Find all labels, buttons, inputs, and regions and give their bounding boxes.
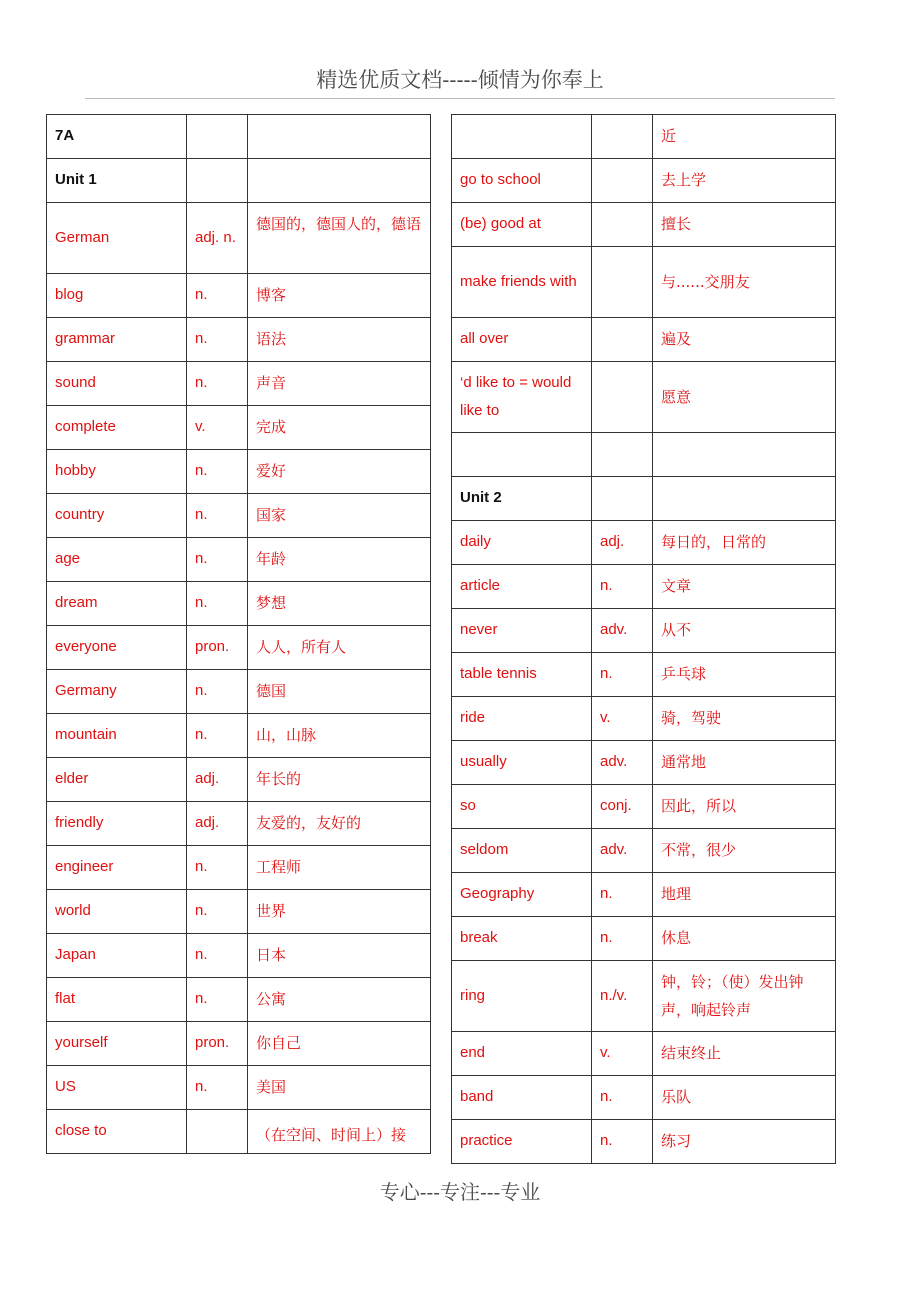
part-of-speech-cell: adj. n. — [187, 203, 248, 274]
vocab-word-cell: end — [452, 1032, 592, 1076]
vocab-table-right-body — [452, 115, 836, 1164]
vocab-word-cell: grammar — [47, 318, 187, 362]
chinese-meaning-cell: 日本 — [248, 934, 431, 978]
left-table-row — [47, 890, 431, 934]
part-of-speech-cell — [592, 203, 653, 247]
right-table-row — [452, 1032, 836, 1076]
left-table-row — [47, 362, 431, 406]
vocab-word-cell: seldom — [452, 829, 592, 873]
vocab-word-cell: band — [452, 1076, 592, 1120]
chinese-meaning-cell: 练习 — [653, 1120, 836, 1164]
chinese-meaning-cell: 擅长 — [653, 203, 836, 247]
part-of-speech-cell: adj. — [187, 802, 248, 846]
chinese-meaning-cell: 德国的，德国人的，德语 — [248, 203, 431, 274]
left-table-row — [47, 274, 431, 318]
chinese-meaning-cell: 近 — [653, 115, 836, 159]
right-table-row — [452, 741, 836, 785]
chinese-meaning-cell: 钟，铃；（使）发出钟声，响起铃声 — [653, 961, 836, 1032]
vocab-word-cell: elder — [47, 758, 187, 802]
part-of-speech-cell: n. — [187, 934, 248, 978]
chinese-meaning-cell — [653, 477, 836, 521]
vocab-word-cell: mountain — [47, 714, 187, 758]
part-of-speech-cell: n. — [187, 890, 248, 934]
part-of-speech-cell: n. — [592, 1076, 653, 1120]
part-of-speech-cell — [592, 433, 653, 477]
right-table-row — [452, 565, 836, 609]
part-of-speech-cell: n. — [187, 538, 248, 582]
page-header-title: 精选优质文档-----倾情为你奉上 — [316, 68, 604, 92]
part-of-speech-cell: v. — [592, 1032, 653, 1076]
vocab-word-cell: table tennis — [452, 653, 592, 697]
chinese-meaning-cell: 休息 — [653, 917, 836, 961]
vocab-word-cell — [452, 115, 592, 159]
part-of-speech-cell: pron. — [187, 1022, 248, 1066]
part-of-speech-cell: n. — [592, 917, 653, 961]
chinese-meaning-cell: 国家 — [248, 494, 431, 538]
chinese-meaning-cell: 你自己 — [248, 1022, 431, 1066]
right-table-row — [452, 697, 836, 741]
part-of-speech-cell: v. — [187, 406, 248, 450]
part-of-speech-cell: n. — [592, 565, 653, 609]
right-table-row — [452, 1120, 836, 1164]
chinese-meaning-cell — [248, 115, 431, 159]
left-table-row — [47, 406, 431, 450]
part-of-speech-cell: conj. — [592, 785, 653, 829]
part-of-speech-cell — [592, 477, 653, 521]
vocab-word-cell: all over — [452, 318, 592, 362]
chinese-meaning-cell: 因此，所以 — [653, 785, 836, 829]
part-of-speech-cell — [187, 159, 248, 203]
left-table-row — [47, 582, 431, 626]
chinese-meaning-cell: 美国 — [248, 1066, 431, 1110]
part-of-speech-cell: v. — [592, 697, 653, 741]
chinese-meaning-cell: 通常地 — [653, 741, 836, 785]
left-table-row — [47, 1022, 431, 1066]
chinese-meaning-cell — [653, 433, 836, 477]
part-of-speech-cell: n. — [187, 978, 248, 1022]
vocab-word-cell: ride — [452, 697, 592, 741]
chinese-meaning-cell: 公寓 — [248, 978, 431, 1022]
vocab-word-cell: Germany — [47, 670, 187, 714]
chinese-meaning-cell: 乒乓球 — [653, 653, 836, 697]
part-of-speech-cell — [592, 318, 653, 362]
vocab-word-cell: dream — [47, 582, 187, 626]
left-table-row — [47, 626, 431, 670]
part-of-speech-cell: adj. — [592, 521, 653, 565]
left-table-row — [47, 714, 431, 758]
part-of-speech-cell — [187, 115, 248, 159]
vocab-table-left-body — [47, 115, 431, 1154]
vocab-word-cell: Unit 2 — [452, 477, 592, 521]
chinese-meaning-cell: 每日的，日常的 — [653, 521, 836, 565]
chinese-meaning-cell: 愿意 — [653, 362, 836, 433]
chinese-meaning-cell: 爱好 — [248, 450, 431, 494]
right-table-row — [452, 521, 836, 565]
chinese-meaning-cell: （在空间、时间上）接 — [248, 1110, 431, 1154]
vocab-word-cell: Geography — [452, 873, 592, 917]
right-table-row — [452, 609, 836, 653]
vocab-word-cell: sound — [47, 362, 187, 406]
left-table-row — [47, 115, 431, 159]
left-table-row — [47, 1066, 431, 1110]
chinese-meaning-cell: 博客 — [248, 274, 431, 318]
vocab-word-cell: hobby — [47, 450, 187, 494]
vocab-word-cell: make friends with — [452, 247, 592, 318]
part-of-speech-cell — [592, 115, 653, 159]
vocab-word-cell: article — [452, 565, 592, 609]
part-of-speech-cell: n. — [187, 274, 248, 318]
left-table-row — [47, 846, 431, 890]
part-of-speech-cell: n. — [187, 318, 248, 362]
vocab-word-cell: country — [47, 494, 187, 538]
vocab-word-cell: ring — [452, 961, 592, 1032]
chinese-meaning-cell: 世界 — [248, 890, 431, 934]
right-table-row — [452, 829, 836, 873]
left-table-row — [47, 758, 431, 802]
chinese-meaning-cell: 声音 — [248, 362, 431, 406]
part-of-speech-cell: n. — [187, 846, 248, 890]
chinese-meaning-cell: 完成 — [248, 406, 431, 450]
part-of-speech-cell: n. — [187, 670, 248, 714]
vocab-table-left — [46, 114, 431, 1154]
part-of-speech-cell: pron. — [187, 626, 248, 670]
chinese-meaning-cell: 与......交朋友 — [653, 247, 836, 318]
left-table-row — [47, 670, 431, 714]
vocab-word-cell: so — [452, 785, 592, 829]
part-of-speech-cell: n./v. — [592, 961, 653, 1032]
right-table-row — [452, 362, 836, 433]
chinese-meaning-cell: 结束终止 — [653, 1032, 836, 1076]
chinese-meaning-cell: 语法 — [248, 318, 431, 362]
left-table-row — [47, 538, 431, 582]
right-table-row — [452, 159, 836, 203]
vocab-word-cell: friendly — [47, 802, 187, 846]
left-table-row — [47, 934, 431, 978]
left-table-row — [47, 1110, 431, 1154]
right-table-row — [452, 961, 836, 1032]
vocab-word-cell: daily — [452, 521, 592, 565]
right-table-row — [452, 785, 836, 829]
vocab-word-cell: (be) good at — [452, 203, 592, 247]
vocab-word-cell: US — [47, 1066, 187, 1110]
part-of-speech-cell — [187, 1110, 248, 1154]
chinese-meaning-cell: 文章 — [653, 565, 836, 609]
vocab-word-cell: Japan — [47, 934, 187, 978]
chinese-meaning-cell: 去上学 — [653, 159, 836, 203]
vocab-word-cell: close to — [47, 1110, 187, 1154]
vocab-word-cell — [452, 433, 592, 477]
part-of-speech-cell: adv. — [592, 609, 653, 653]
chinese-meaning-cell: 工程师 — [248, 846, 431, 890]
vocab-word-cell: world — [47, 890, 187, 934]
part-of-speech-cell: n. — [187, 494, 248, 538]
part-of-speech-cell: n. — [592, 1120, 653, 1164]
chinese-meaning-cell: 年龄 — [248, 538, 431, 582]
part-of-speech-cell: n. — [187, 1066, 248, 1110]
chinese-meaning-cell: 德国 — [248, 670, 431, 714]
vocab-word-cell: practice — [452, 1120, 592, 1164]
part-of-speech-cell: n. — [592, 873, 653, 917]
vocab-word-cell: go to school — [452, 159, 592, 203]
chinese-meaning-cell: 人人，所有人 — [248, 626, 431, 670]
page-footer: 专心---专注---专业 — [379, 1180, 541, 1204]
part-of-speech-cell: n. — [187, 714, 248, 758]
right-table-row — [452, 917, 836, 961]
chinese-meaning-cell: 乐队 — [653, 1076, 836, 1120]
part-of-speech-cell: n. — [187, 450, 248, 494]
chinese-meaning-cell: 梦想 — [248, 582, 431, 626]
chinese-meaning-cell: 友爱的，友好的 — [248, 802, 431, 846]
chinese-meaning-cell: 不常，很少 — [653, 829, 836, 873]
vocab-word-cell: Unit 1 — [47, 159, 187, 203]
vocab-word-cell: 7A — [47, 115, 187, 159]
chinese-meaning-cell — [248, 159, 431, 203]
vocab-word-cell: German — [47, 203, 187, 274]
left-table-row — [47, 318, 431, 362]
right-table-row — [452, 873, 836, 917]
header-divider — [85, 98, 835, 99]
chinese-meaning-cell: 遍及 — [653, 318, 836, 362]
vocab-word-cell: complete — [47, 406, 187, 450]
vocab-word-cell: never — [452, 609, 592, 653]
chinese-meaning-cell: 山，山脉 — [248, 714, 431, 758]
part-of-speech-cell: n. — [187, 362, 248, 406]
vocab-word-cell: ‘d like to = would like to — [452, 362, 592, 433]
left-table-row — [47, 802, 431, 846]
vocab-word-cell: flat — [47, 978, 187, 1022]
chinese-meaning-cell: 从不 — [653, 609, 836, 653]
right-table-row — [452, 477, 836, 521]
part-of-speech-cell — [592, 247, 653, 318]
left-table-row — [47, 978, 431, 1022]
right-table-row — [452, 653, 836, 697]
vocab-word-cell: blog — [47, 274, 187, 318]
vocab-word-cell: break — [452, 917, 592, 961]
vocab-word-cell: everyone — [47, 626, 187, 670]
right-table-row — [452, 433, 836, 477]
right-table-row — [452, 247, 836, 318]
part-of-speech-cell: n. — [187, 582, 248, 626]
vocab-word-cell: usually — [452, 741, 592, 785]
right-table-row — [452, 203, 836, 247]
vocab-table-right — [451, 114, 836, 1164]
vocab-word-cell: yourself — [47, 1022, 187, 1066]
part-of-speech-cell: adv. — [592, 741, 653, 785]
part-of-speech-cell: adv. — [592, 829, 653, 873]
left-table-row — [47, 159, 431, 203]
chinese-meaning-cell: 年长的 — [248, 758, 431, 802]
left-table-row — [47, 494, 431, 538]
part-of-speech-cell: adj. — [187, 758, 248, 802]
chinese-meaning-cell: 骑，驾驶 — [653, 697, 836, 741]
left-table-row — [47, 203, 431, 274]
part-of-speech-cell: n. — [592, 653, 653, 697]
chinese-meaning-cell: 地理 — [653, 873, 836, 917]
left-table-row — [47, 450, 431, 494]
vocab-word-cell: age — [47, 538, 187, 582]
vocab-word-cell: engineer — [47, 846, 187, 890]
right-table-row — [452, 115, 836, 159]
part-of-speech-cell — [592, 159, 653, 203]
right-table-row — [452, 318, 836, 362]
right-table-row — [452, 1076, 836, 1120]
part-of-speech-cell — [592, 362, 653, 433]
